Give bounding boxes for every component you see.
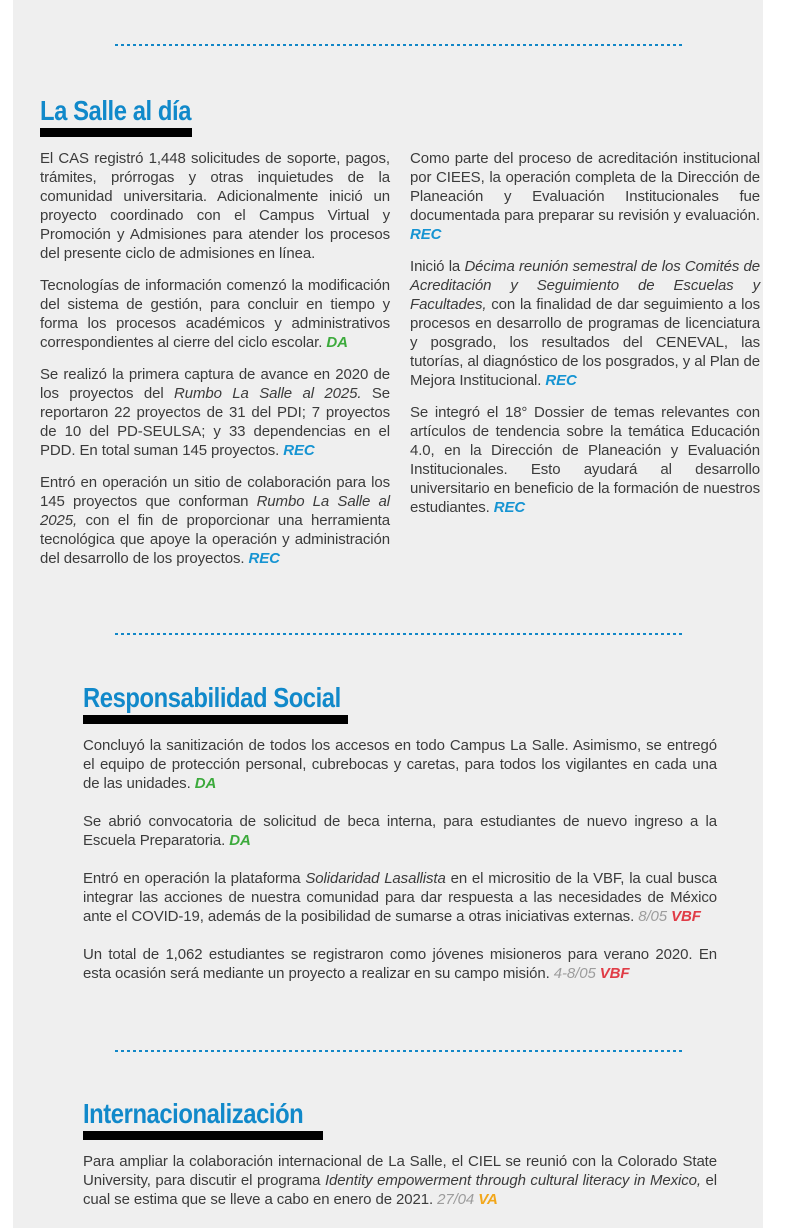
section-body	[83, 736, 717, 983]
credit-tag: REC	[545, 372, 577, 389]
paragraph	[40, 276, 390, 352]
credit-tag: VA	[478, 1191, 498, 1208]
text-segment: Rumbo La Salle al 2025.	[174, 385, 362, 402]
paragraph	[83, 812, 717, 850]
section-title: Responsabilidad Social	[83, 682, 341, 713]
credit-tag: VBF	[671, 908, 701, 925]
credit-tag: DA	[229, 832, 251, 849]
text-segment: Como parte del proceso de acreditación institucional por CIEES, la operación completa de la Dirección de Planeación y Evaluación Institucionales fue documentada para preparar su revisión y evaluación.	[410, 150, 760, 224]
paragraph	[410, 257, 760, 390]
credit-tag: DA	[326, 334, 348, 351]
paragraph	[83, 1152, 717, 1209]
section-title: Internacionalización	[83, 1098, 304, 1129]
text-segment: El CAS registró 1,448 solicitudes de soporte, pagos, trámites, prórrogas y otras inquietudes de la comunidad universitaria. Adicionalmente inició un proyecto coordinado con el Campus Virtual y Promoción y Admisiones para atender los procesos del presente ciclo de admisiones en línea.	[40, 150, 390, 262]
title-underline-bar	[40, 128, 192, 137]
text-segment: Identity empowerment through cultural literacy in Mexico,	[324, 1172, 701, 1189]
credit-tag: 8/05	[638, 908, 672, 925]
column-right	[410, 149, 760, 581]
credit-tag: VBF	[599, 965, 630, 982]
text-segment: Se integró el 18° Dossier de temas relevantes con artículos de tendencia sobre la temática Educación 4.0, en la Dirección de Planeación y Evaluación Institucionales. Esto ayudará al desarrollo universitario en beneficio de la formación de nuestros estudiantes.	[410, 404, 760, 516]
paragraph	[40, 149, 390, 263]
text-segment: con la finalidad de dar seguimiento a los procesos en desarrollo de programas de licenciatura y posgrado, los resultados del CENEVAL, las tutorías, al diagnóstico de los posgrados, y al Plan de Mejora Institucional.	[410, 296, 760, 389]
paragraph	[83, 945, 717, 983]
text-segment: Concluyó la sanitización de todos los accesos en todo Campus La Salle. Asimismo, se entregó el equipo de protección personal, cubrebocas y caretas, para todos los vigilantes en cada una de las unidades.	[83, 737, 717, 792]
text-segment: Para ampliar la colaboración internacional de La Salle, el CIEL se reunió con la Colorado State University, para discutir el programa	[83, 1153, 717, 1189]
text-segment: Un total de 1,062 estudiantes se registraron como jóvenes misioneros para verano 2020. En esta ocasión será mediante un proyecto a realizar en su campo misión.	[83, 946, 717, 982]
paragraph	[40, 365, 390, 460]
section-internacionalizacion	[83, 1100, 717, 1228]
section-title: La Salle al día	[40, 95, 192, 126]
paragraph	[410, 149, 760, 244]
credit-tag: REC	[248, 550, 280, 567]
paragraph	[83, 736, 717, 793]
text-segment: en el micrositio de la VBF, la cual busca integrar las acciones de nuestra comunidad para dar respuesta a las necesidades de México ante el COVID-19, además de la posibilidad de sumarse a otras iniciativas externas.	[83, 870, 717, 925]
credit-tag: REC	[283, 442, 315, 459]
paragraph	[410, 403, 760, 517]
paragraph	[40, 473, 390, 568]
text-segment: Se realizó la primera captura de avance en 2020 de los proyectos del	[40, 366, 390, 402]
credit-tag: 4-8/05	[553, 965, 600, 982]
dotted-divider	[115, 44, 685, 46]
text-segment: Se reportaron 22 proyectos de 31 del PDI; 7 proyectos de 10 del PD-SEULSA; y 33 dependencias en el PDD. En total suman 145 proyectos.	[40, 385, 390, 459]
text-segment: Décima reunión semestral de los Comités de Acreditación y Seguimiento de Escuelas y Facultades,	[410, 258, 760, 313]
paragraph	[83, 869, 717, 926]
two-column-body	[40, 149, 760, 581]
credit-tag: REC	[493, 499, 526, 516]
section-body	[83, 1152, 717, 1209]
column-left	[40, 149, 390, 581]
text-segment: Inició la	[410, 258, 465, 275]
text-segment: Entró en operación la plataforma	[83, 870, 306, 887]
credit-tag: DA	[194, 775, 217, 792]
section-la-salle-al-dia	[40, 97, 760, 581]
text-segment: Solidaridad Lasallista	[305, 870, 446, 887]
text-segment: con el fin de proporcionar una herramienta tecnológica que apoye la operación y administración del desarrollo de los proyectos.	[40, 512, 390, 567]
title-underline-bar	[83, 715, 348, 724]
credit-tag: REC	[410, 226, 442, 243]
bulletin-page	[13, 0, 763, 1228]
text-segment: Entró en operación un sitio de colaboración para los 145 proyectos que conforman	[40, 474, 390, 510]
dotted-divider	[115, 1050, 685, 1052]
credit-tag: 27/04	[437, 1191, 479, 1208]
dotted-divider	[115, 633, 685, 635]
title-underline-bar	[83, 1131, 323, 1140]
text-segment: el cual se estima que se lleve a cabo en enero de 2021.	[83, 1172, 717, 1208]
text-segment: Tecnologías de información comenzó la modificación del sistema de gestión, para concluir en tiempo y forma los procesos académicos y administrativos correspondientes al cierre del ciclo escolar.	[40, 277, 390, 351]
text-segment: Se abrió convocatoria de solicitud de beca interna, para estudiantes de nuevo ingreso a la Escuela Preparatoria.	[83, 813, 717, 849]
section-responsabilidad-social	[83, 684, 717, 1002]
text-segment: Rumbo La Salle al 2025,	[40, 493, 391, 529]
